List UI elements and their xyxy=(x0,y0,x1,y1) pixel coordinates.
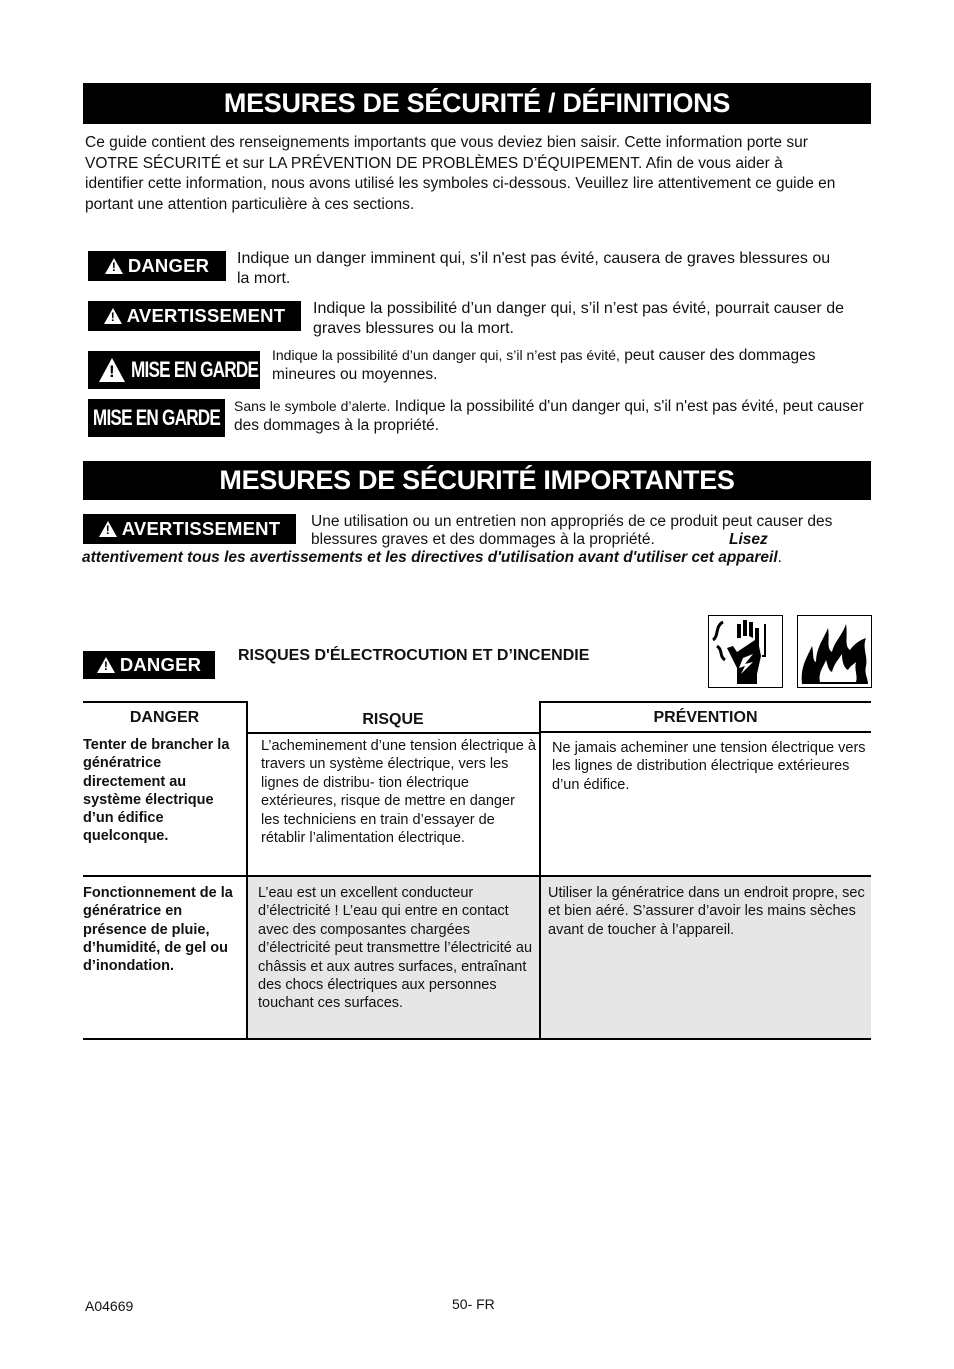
warning-definition: Indique la possibilité d’un danger qui, s’il n’est pas évité, pourrait causer de graves blessures ou la mort. xyxy=(313,300,844,337)
hazard-table xyxy=(83,701,871,1040)
section-title-definitions: MESURES DE SÉCURITÉ / DÉFINITIONS xyxy=(83,83,871,124)
alert-triangle-icon xyxy=(97,657,115,673)
document-code: A04669 xyxy=(85,1298,134,1314)
divider xyxy=(247,732,540,734)
warning-label: ! AVERTISSEMENT xyxy=(88,301,301,331)
divider xyxy=(540,701,871,703)
danger-label: ! DANGER xyxy=(88,251,226,281)
divider xyxy=(83,701,247,703)
warning-instruction: Lisez attentivement tous les avertissements et les directives d'utilisation avant d'utiliser cet appareil. xyxy=(82,531,782,566)
electric-shock-icon xyxy=(708,615,783,688)
danger-label: ! DANGER xyxy=(83,651,215,679)
page-number: 50- FR xyxy=(452,1296,495,1312)
intro-paragraph: Ce guide contient des renseignements importants que vous deviez bien saisir. Cette information porte sur VOTRE SÉCURITÉ et sur LA PRÉVENTION DE PROBLÈMES D’ÉQUIPEMENT. Afin de vous aider à identifier cette information, nous avons utilisé les symboles ci-dessous. Veuillez lire attentivement ce guide en portant une attention particulière à ces sections. xyxy=(85,134,836,213)
fire-icon xyxy=(797,615,872,688)
danger-definition: Indique un danger imminent qui, s'il n'est pas évité, causera de graves blessures ou la mort. xyxy=(237,250,831,287)
table-cell-danger: Fonctionnement de la génératrice en présence de pluie, d’humidité, de gel ou d’inondation. xyxy=(83,885,233,975)
alert-triangle-icon xyxy=(99,358,125,382)
table-cell-danger: Tenter de brancher la génératrice directement au système électrique d’un édifice quelconque. xyxy=(83,737,230,845)
alert-triangle-icon xyxy=(104,308,122,324)
caution-label-with-symbol: ! MISE EN GARDE xyxy=(88,351,260,389)
table-cell-risque: L’acheminement d’une tension électrique à travers un système électrique, vers les lignes de distribu- tion électrique extérieures, risque de mettre en danger les techniciens en train d’essayer de rétablir l’alimentation électrique. xyxy=(261,738,536,847)
divider xyxy=(540,731,871,733)
column-header-risque: RISQUE xyxy=(362,711,424,728)
alert-triangle-icon xyxy=(105,258,123,274)
table-cell-risque: L’eau est un excellent conducteur d’électricité ! L’eau qui entre en contact avec des composantes chargées d’électricité peut transmettre l’électricité au châssis et aux autres surfaces, entraînant des chocs électriques aux personnes touchant ces surfaces. xyxy=(258,885,533,1012)
warning-label: ! AVERTISSEMENT xyxy=(83,514,296,544)
section-title-important: MESURES DE SÉCURITÉ IMPORTANTES xyxy=(83,461,871,500)
property-caution-definition: Sans le symbole d’alerte. Indique la possibilité d'un danger qui, s'il n'est pas évité, peut causer des dommages à la propriété. xyxy=(234,398,864,434)
column-header-danger: DANGER xyxy=(129,709,200,726)
caution-label-no-symbol: MISE EN GARDE xyxy=(88,399,225,437)
divider xyxy=(246,701,248,1040)
table-cell-prevention: Ne jamais acheminer une tension électrique vers les lignes de distribution électrique extérieures d’un édifice. xyxy=(552,740,866,793)
divider xyxy=(83,1038,871,1040)
warning-text: Une utilisation ou un entretien non appropriés de ce produit peut causer des blessures graves et des dommages à la propriété. xyxy=(311,513,833,548)
column-header-prevention: PRÉVENTION xyxy=(653,709,758,726)
table-cell-prevention: Utiliser la génératrice dans un endroit propre, sec et bien aéré. S’assurer d’avoir les mains sèches avant de toucher à l’appareil. xyxy=(548,885,865,938)
hazard-title: RISQUES D'ÉLECTROCUTION ET D’INCENDIE xyxy=(238,647,590,664)
divider xyxy=(83,875,871,877)
divider xyxy=(539,701,541,1040)
caution-definition: Indique la possibilité d’un danger qui, s’il n’est pas évité, peut causer des dommages mineures ou moyennes. xyxy=(272,347,816,383)
